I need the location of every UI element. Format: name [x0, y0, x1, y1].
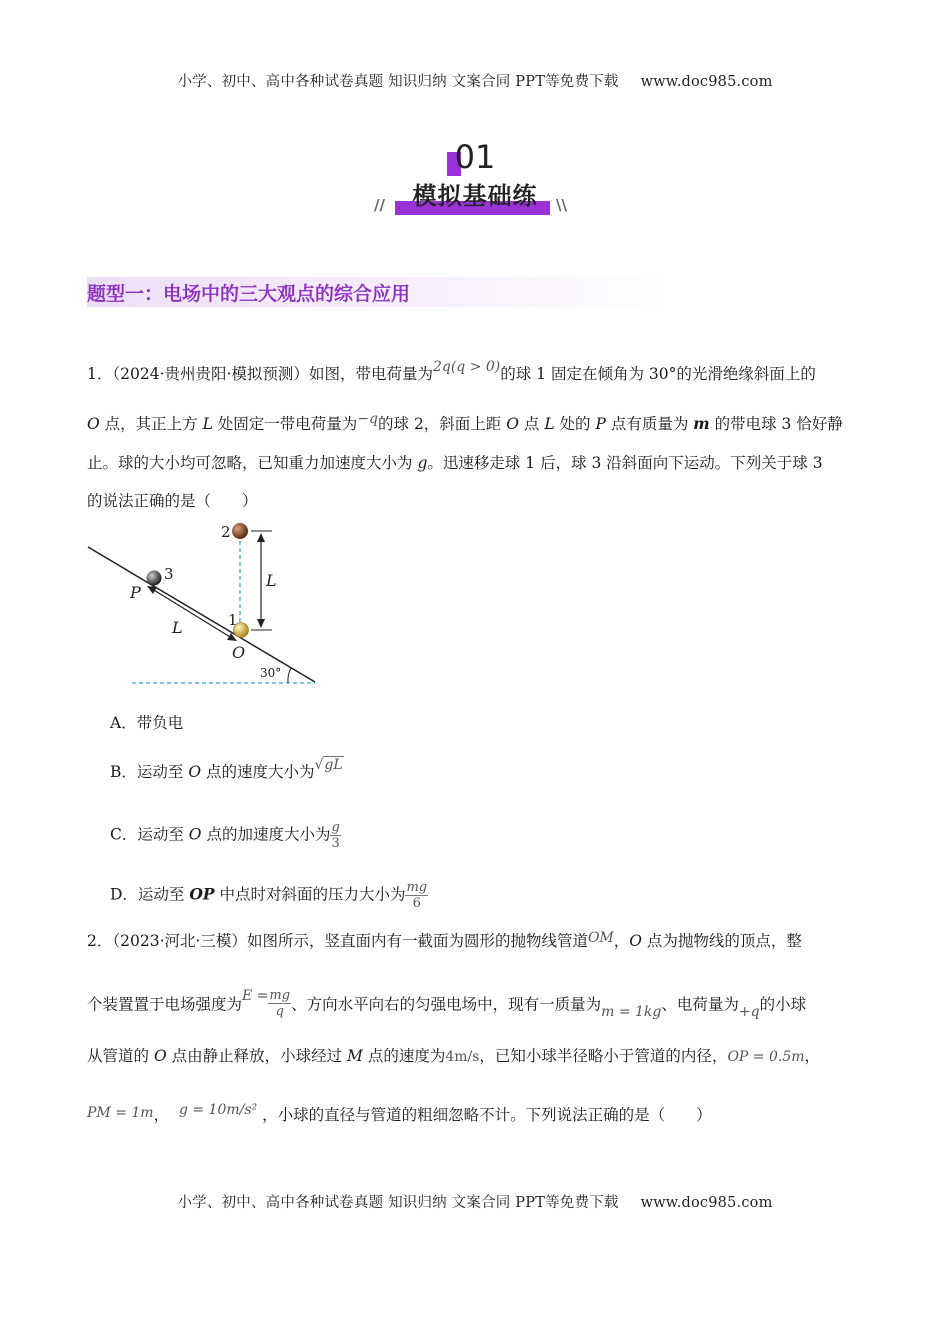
- question-type-banner: [87, 277, 863, 307]
- header-link[interactable]: www.doc985.com: [640, 74, 773, 90]
- label-ball-1: 1: [228, 611, 238, 629]
- fraction-mg-6: $\frac{mg}{6}$: [406, 880, 428, 911]
- q1-line-1: 1．（2024·贵州贵阳·模拟预测）如图，带电荷量为2q(q > 0)的球 1 固定在倾角为 30°的光滑绝缘斜面上的: [87, 359, 816, 383]
- dim-arrowhead-up: [257, 533, 265, 542]
- section-title: 模拟基础练: [0, 176, 950, 211]
- q1-option-b[interactable]: B．运动至 O 点的速度大小为√gL: [110, 761, 344, 784]
- q1-figure: [80, 515, 330, 695]
- page-footer: [0, 1191, 950, 1212]
- dim-arrowhead-p: [147, 586, 157, 594]
- label-ball-2: 2: [221, 523, 231, 541]
- footer-link[interactable]: www.doc985.com: [640, 1195, 773, 1211]
- header-text: 小学、初中、高中各种试卷真题 知识归纳 文案合同 PPT等免费下载: [177, 74, 619, 90]
- q1-option-a[interactable]: A．带负电: [110, 714, 184, 732]
- fraction-g-3: $\frac{g}{3}$: [331, 820, 340, 851]
- ball-2: [232, 523, 248, 539]
- decor-slash-right: \\: [556, 196, 567, 214]
- question-type-title: 题型一：电场中的三大观点的综合应用: [87, 283, 411, 305]
- page-header: [0, 70, 950, 91]
- label-L-vertical: L: [266, 571, 277, 590]
- label-angle: 30°: [260, 666, 282, 680]
- q1-charge1: 2q(q > 0): [432, 359, 501, 375]
- label-L-incline: L: [172, 618, 183, 637]
- q1-line-2: O 点，其正上方 L 处固定一带电荷量为−q的球 2，斜面上距 O 点 L 处的 P 点有质量为 m 的带电球 3 恰好静: [87, 411, 843, 433]
- q1-line-3: 止。球的大小均可忽略，已知重力加速度大小为 g。迅速移走球 1 后，球 3 沿斜面向下运动。下列关于球 3: [87, 454, 823, 472]
- dim-arrowhead-down: [257, 619, 265, 628]
- angle-arc: [288, 668, 291, 683]
- q2-line-3: 从管道的 O 点由静止释放，小球经过 M 点的速度为4m/s，已知小球半径略小于管道的内径，OP = 0.5m，: [87, 1047, 821, 1065]
- q2-line-4: PM = 1m， g = 10m/s² ，小球的直径与管道的粗细忽略不计。下列说法正确的是（ ）: [87, 1102, 712, 1124]
- q2-line-2: 个装置置于电场强度为E = $\frac{mg}{q}$ 、方向水平向右的匀强电场中，现有一质量为m = 1kg、电荷量为+q的小球: [87, 987, 807, 1020]
- label-P: P: [130, 583, 141, 602]
- decor-slash-left: //: [374, 196, 385, 214]
- ball-3: [147, 571, 162, 586]
- label-ball-3: 3: [164, 565, 174, 583]
- footer-text: 小学、初中、高中各种试卷真题 知识归纳 文案合同 PPT等免费下载: [177, 1195, 619, 1211]
- q1-charge2: −q: [357, 411, 379, 427]
- q1-option-d[interactable]: D．运动至 OP 中点时对斜面的压力大小为 $\frac{mg}{6}$: [110, 880, 428, 911]
- q1-line-4: 的说法正确的是（ ）: [87, 492, 258, 510]
- sqrt-gl: √gL: [314, 757, 343, 773]
- q1-option-c[interactable]: C．运动至 O 点的加速度大小为 $\frac{g}{3}$: [110, 820, 340, 851]
- incline-line: [88, 547, 315, 682]
- dim-arrow-incline: [149, 587, 235, 640]
- label-O: O: [232, 643, 246, 662]
- fraction-mg-q: $\frac{mg}{q}$: [269, 988, 291, 1019]
- q2-line-1: 2．（2023·河北·三模）如图所示，竖直面内有一截面为圆形的抛物线管道OM，O 点为抛物线的顶点，整: [87, 930, 802, 950]
- section-number: 01: [0, 138, 950, 176]
